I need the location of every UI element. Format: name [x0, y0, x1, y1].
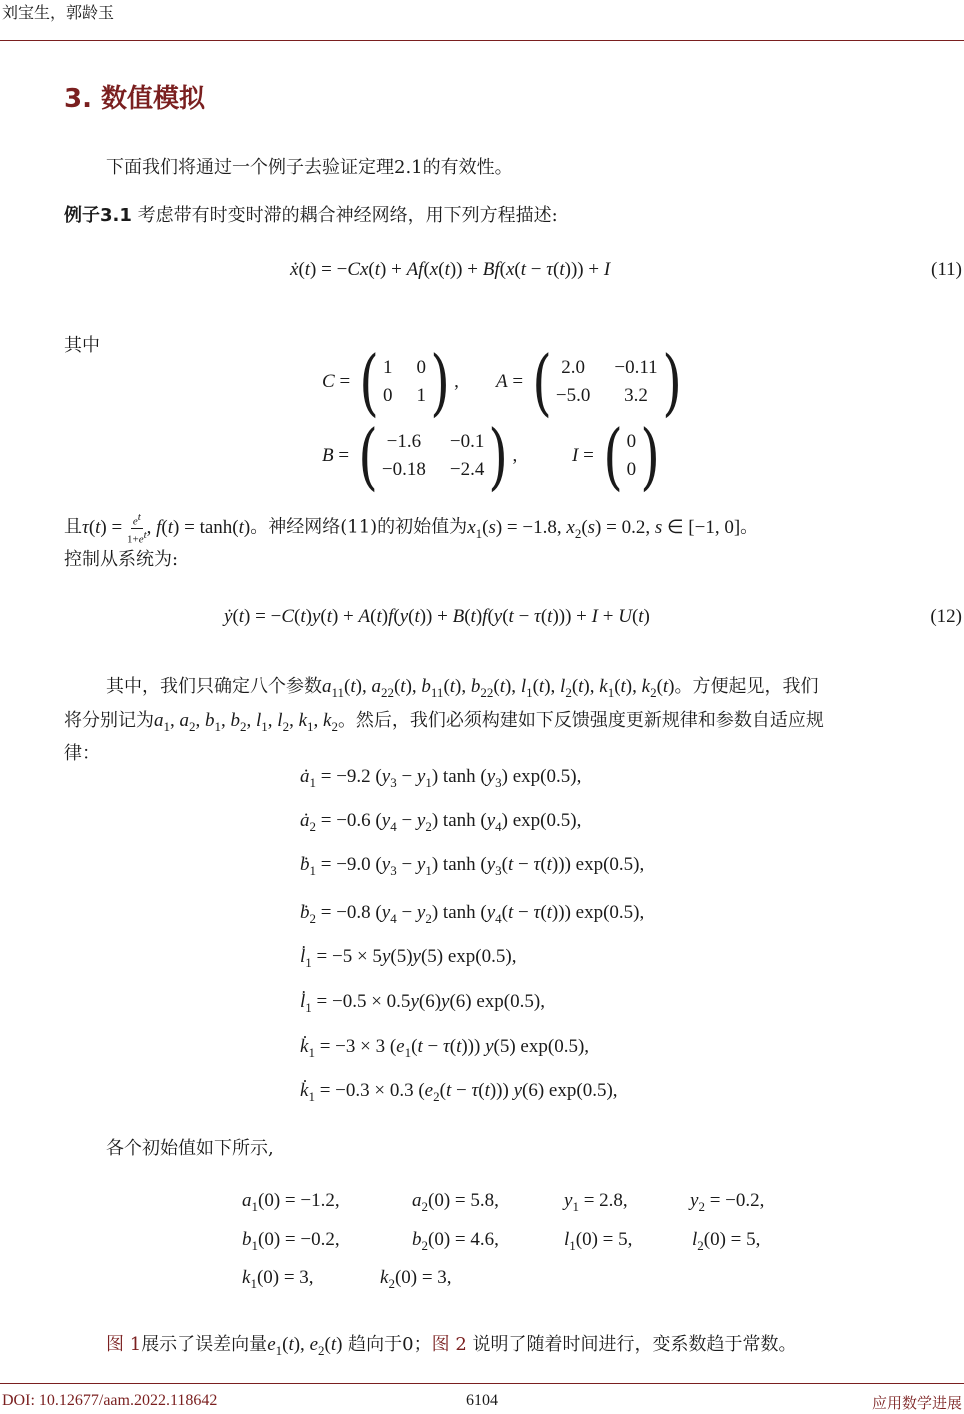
where-label: 其中 — [64, 335, 100, 356]
example-text: 考虑带有时变时滞的耦合神经网络，用下列方程描述: — [137, 205, 558, 226]
matrix-cell: −0.18 — [381, 459, 426, 480]
header-authors: 刘宝生，郭龄玉 — [2, 3, 115, 22]
update-law-a1: $ȧ_1 = -9.2$ $(y_3 - y_1)$ $\tanh (y_3)$ exp(0.5), — [300, 766, 582, 790]
matrix-cell: −5.0 — [555, 385, 591, 406]
footer-doi[interactable]: DOI: 10.12677/aam.2022.118642 — [2, 1392, 218, 1409]
update-law-a2: $ȧ_2 = -0.6$ $(y_4 - y_2)$ $\tanh (y_4)$ exp(0.5), — [300, 810, 582, 834]
init-l1: $l_1(0) = 5$, — [564, 1229, 633, 1253]
matrix-cell: −0.11 — [614, 357, 658, 378]
matrix-A: A = ( 2.0 −0.11 −5.0 3.2 ) — [496, 340, 682, 424]
footer-page-number: 6104 — [466, 1392, 498, 1409]
equation-12: ẏ(t) = −C(t)y(t) + A(t)f(y(t)) + B(t)f(y(t − τ(t))) + I + U(t) — [224, 606, 650, 627]
init-b1: $b_1(0) = -0.2$, — [242, 1229, 340, 1253]
footer-journal[interactable]: 应用数学进展 — [871, 1394, 962, 1412]
params-line-2: 将分别记为$a_1$, $a_2$, $b_1$, $b_2$, $l_1$, $l_2$, $k_1$, $k_2$。然后，我们必须构建如下反馈强度更新规律和参数自适应规 — [64, 710, 824, 734]
section-title: 3. 数值模拟 — [64, 84, 206, 114]
matrix-I: I = ( 0 0 ) — [572, 414, 661, 498]
init-y1: $y_1 = 2.8$, — [564, 1190, 628, 1214]
equation-11-number: (11) — [931, 259, 962, 280]
matrix-cell: 1 — [416, 385, 426, 406]
matrix-cell: 3.2 — [624, 385, 648, 406]
figure-2-link[interactable]: 图 2 — [431, 1334, 467, 1355]
initial-values-intro: 各个初始值如下所示, — [106, 1138, 274, 1159]
update-law-b2: ḃ$_2$ = −0.8 $(y_4 - y_2)$ $\tanh (y_4(t - \tau(t)))$ exp(0.5), — [300, 902, 645, 926]
matrix-cell: 0 — [416, 357, 426, 378]
update-law-b1: ḃ$_1$ = −9.0 $(y_3 - y_1)$ $\tanh (y_3(t - \tau(t)))$ exp(0.5), — [300, 854, 645, 878]
init-a1: $a_1(0) = -1.2$, — [242, 1190, 340, 1214]
matrix-C: C = ( 1 0 0 1 ) , — [322, 340, 459, 424]
params-line-1: 其中，我们只确定八个参数$a_{11}(t)$, $a_{22}(t)$, $b_{11}(t)$, $b_{22}(t)$, $l_1(t)$, $l_2(t)$, $k_1(t)$, $k_2(t)$。方便起见，我们 — [106, 676, 819, 700]
update-law-l1-second: $l̇_1 = -0.5 \times 0.5y(6)y(6)$ exp(0.5), — [300, 991, 545, 1015]
footer-divider — [0, 1383, 964, 1384]
init-l2: $l_2(0) = 5$, — [692, 1229, 761, 1253]
init-k1: $k_1(0) = 3$, — [242, 1267, 314, 1291]
equation-11: ẋ(t) = −Cx(t) + Af(x(t)) + Bf(x(t − τ(t))) + I — [290, 259, 611, 280]
matrix-B: B = ( −1.6 −0.1 −0.18 −2.4 ) , — [322, 414, 518, 498]
header-divider — [0, 40, 964, 41]
init-y2: $y_2 = -0.2$, — [690, 1190, 765, 1214]
matrix-cell: 2.0 — [561, 357, 586, 378]
init-a2: $a_2(0) = 5.8$, — [412, 1190, 499, 1214]
equation-12-number: (12) — [930, 606, 962, 627]
init-k2: $k_2(0) = 3$, — [380, 1267, 452, 1291]
update-law-k1: $k̇_1 = -3 \times 3$ $(e_1(t - \tau(t)))$ y(5) exp(0.5), — [300, 1036, 590, 1060]
tau-paragraph: 且τ(t) = $\frac{e^t}{1+e^t}$ , f(t) = tanh(t)。神经网络(11)的初始值为$x_1(s) = -1.8$, $x_2(s) = 0.2$, s ∈ [−1, 0]。 — [64, 511, 759, 546]
control-line: 控制从系统为: — [64, 549, 179, 570]
matrix-cell: −0.1 — [449, 431, 485, 452]
matrix-cell: 0 — [626, 459, 637, 480]
matrix-cell: −1.6 — [386, 431, 422, 452]
update-law-k1-second: $k̇_1 = -0.3 \times 0.3$ $(e_2(t - \tau(t)))$ y(6) exp(0.5), — [300, 1080, 618, 1104]
figure-1-link[interactable]: 图 1 — [106, 1334, 142, 1355]
update-law-l1: $l̇_1 = -5 \times 5y(5)y(5)$ exp(0.5), — [300, 946, 517, 970]
matrix-cell: −2.4 — [449, 459, 485, 480]
matrix-cell: 0 — [383, 385, 393, 406]
matrix-cell: 1 — [383, 357, 393, 378]
params-line-3: 律： — [64, 743, 100, 764]
example-label: 例子3.1 — [64, 205, 132, 226]
intro-paragraph: 下面我们将通过一个例子去验证定理2.1的有效性。 — [106, 157, 513, 178]
figures-paragraph: 图 1展示了误差向量$e_1(t)$, $e_2(t)$ 趋向于0；图 2 说明了随着时间进行，变系数趋于常数。 — [106, 1334, 797, 1358]
matrix-cell: 0 — [626, 431, 637, 452]
example-statement — [64, 201, 558, 227]
init-b2: $b_2(0) = 4.6$, — [412, 1229, 499, 1253]
